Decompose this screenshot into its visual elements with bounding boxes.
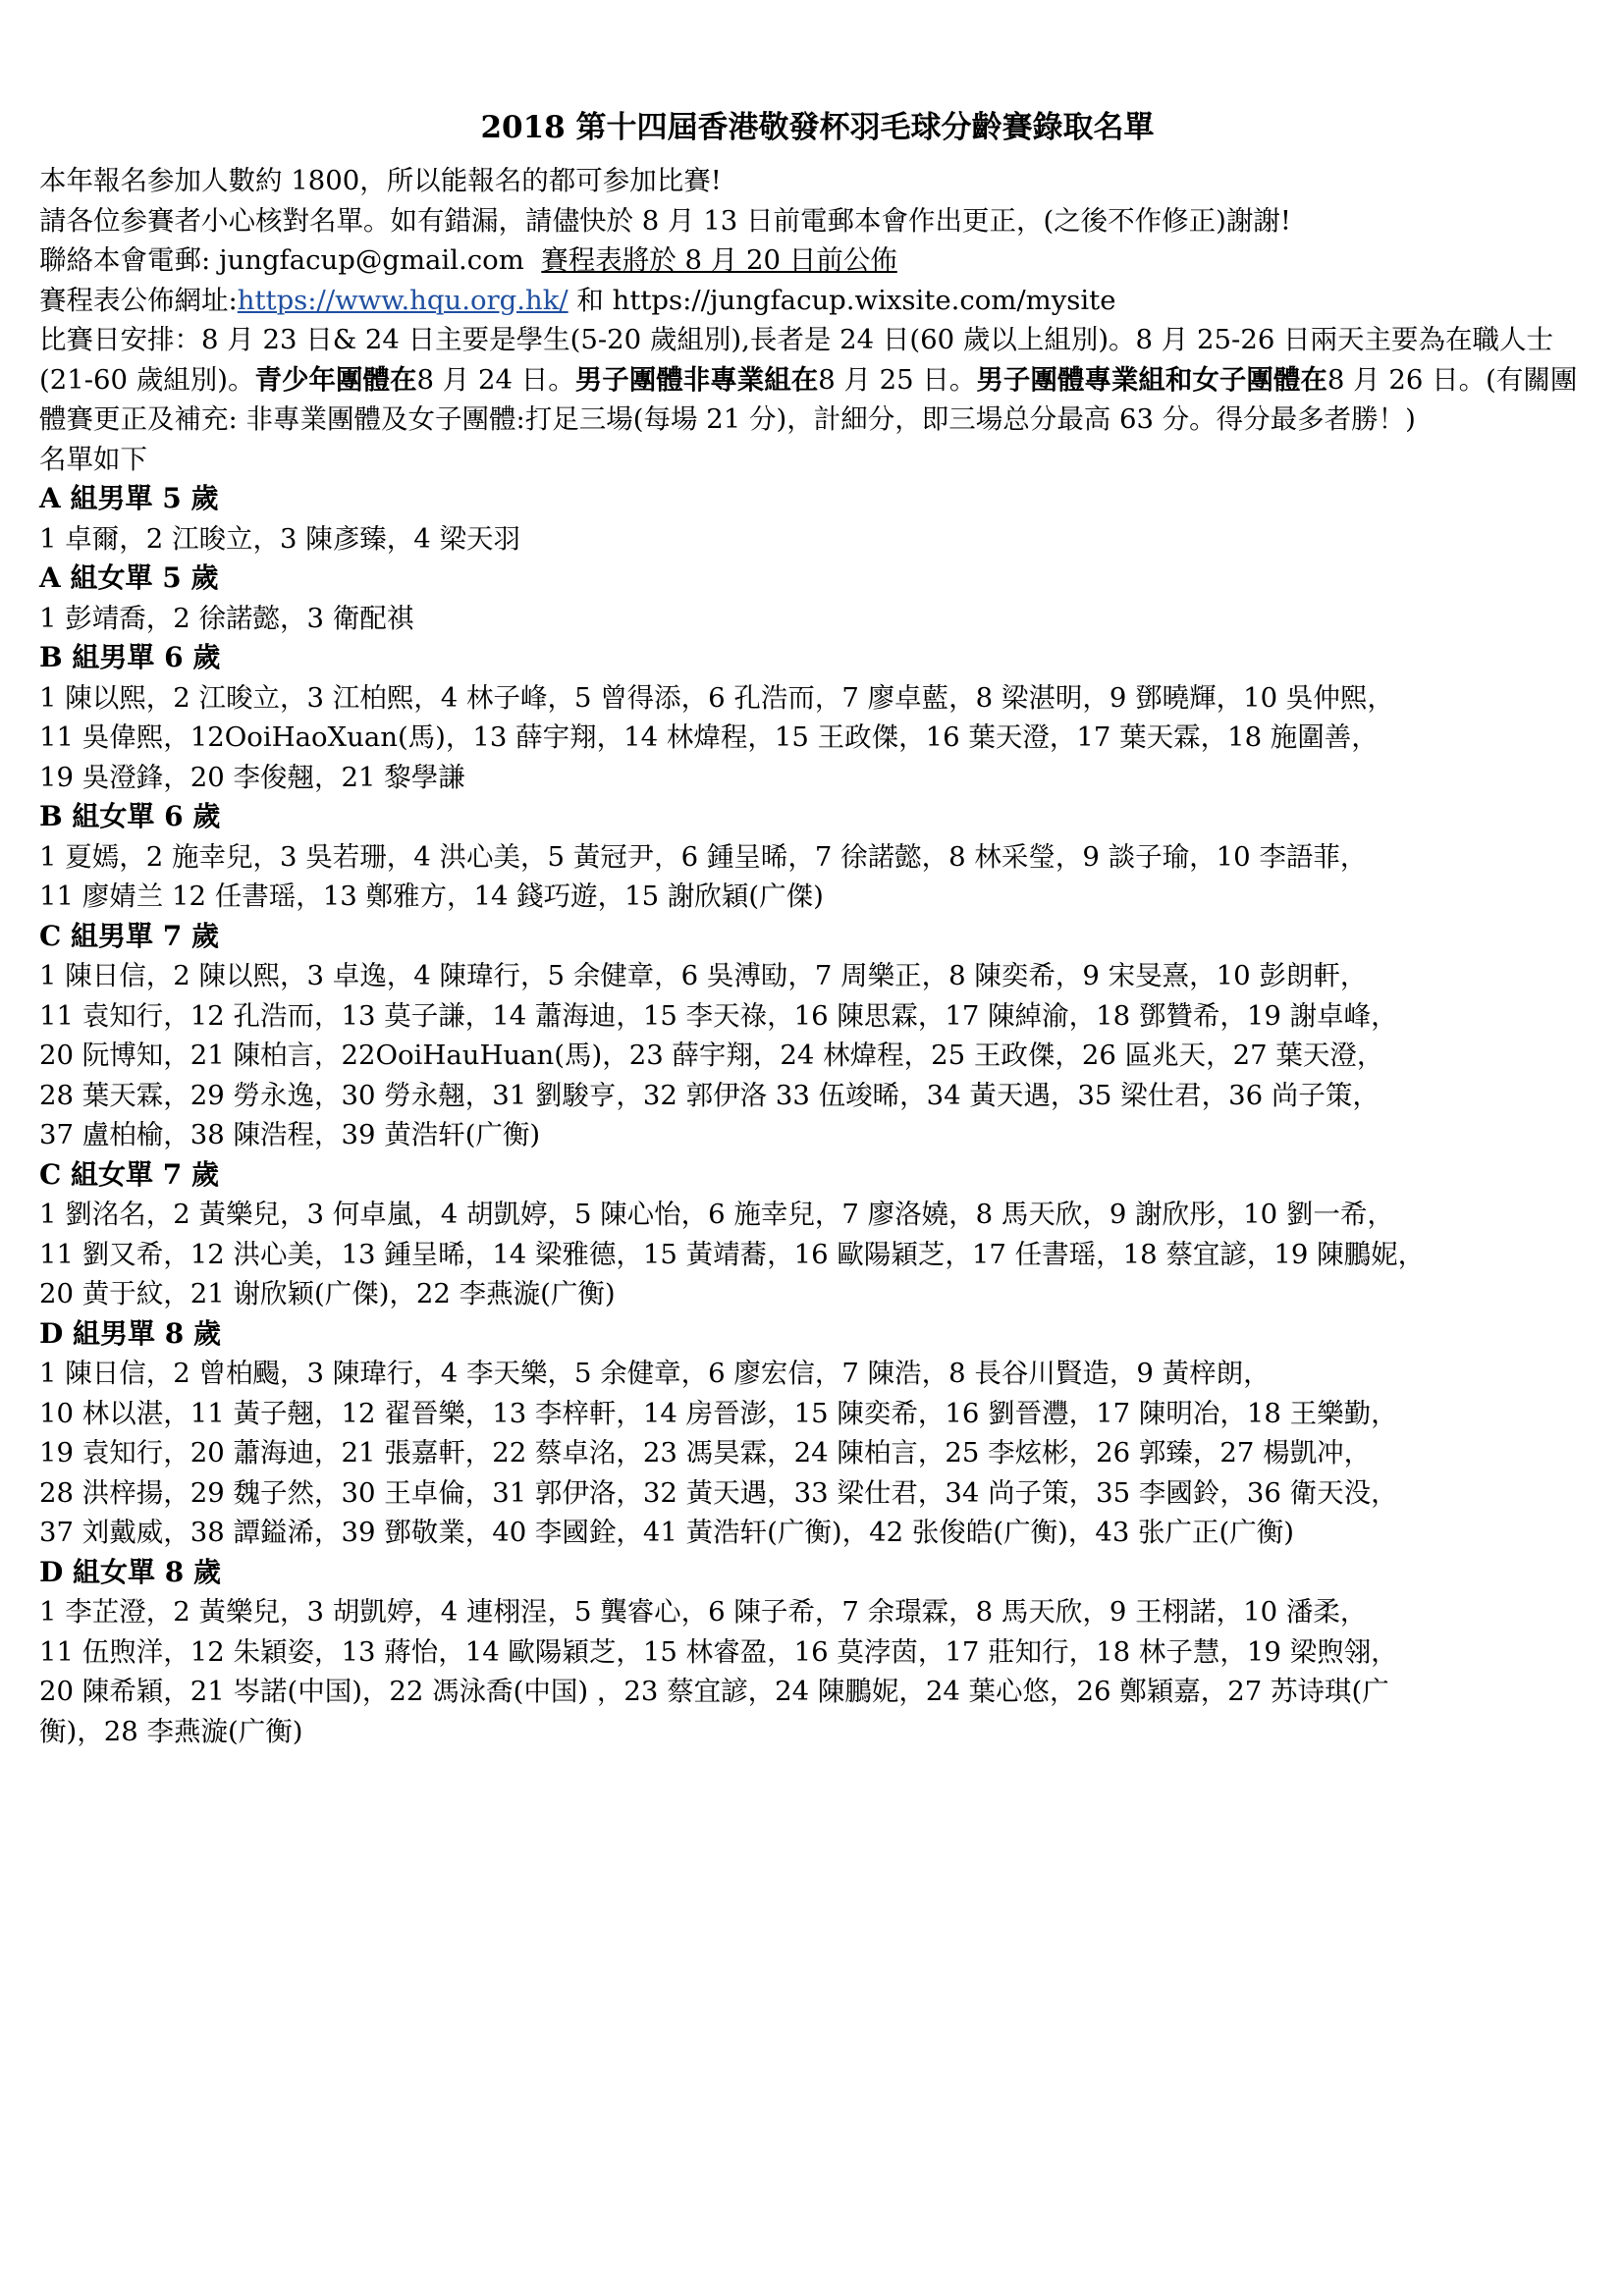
intro-line-websites	[39, 281, 1596, 321]
name-list-line: 37 盧柏榆，38 陳浩程，39 黄浩轩(广衡)	[39, 1119, 541, 1150]
name-list-line: 衡)，28 李燕漩(广衡)	[39, 1715, 303, 1747]
name-list-line: 11 吳偉熙，12OoiHaoXuan(馬)，13 薛宇翔，14 林煒程，15 王政傑，16 葉天澄，17 葉天霖，18 施圍善，	[39, 721, 1379, 753]
name-list-line: 11 劉又希，12 洪心美，13 鍾呈晞，14 梁雅德，15 黃靖蕎，16 歐陽穎芝，17 任書瑶，18 蔡宜諺，19 陳鵬妮，	[39, 1238, 1426, 1270]
section-name-list	[39, 599, 1596, 639]
section-name-list	[39, 1195, 1596, 1314]
section-heading: C 組女單 7 歲	[39, 1157, 220, 1191]
section-heading: A 組男單 5 歲	[39, 482, 219, 514]
intro-line-contact	[39, 240, 1596, 281]
section-heading: D 組女單 8 歲	[39, 1555, 222, 1588]
name-list-line: 11 伍煦洋，12 朱穎姿，13 蔣怡，14 歐陽穎芝，15 林睿盈，16 莫浡茵，17 莊知行，18 林子慧，19 梁煦翎，	[39, 1635, 1398, 1668]
website-second: 和 https://jungfacup.wixsite.com/mysite	[568, 284, 1116, 316]
name-list-line: 1 彭靖喬，2 徐諾懿，3 衛配祺	[39, 602, 414, 634]
name-list-line: 11 袁知行，12 孔浩而，13 莫子謙，14 蕭海迪，15 李天祿，16 陳思霖，17 陳綽渝，18 鄧贊希，19 謝卓峰，	[39, 999, 1398, 1032]
intro-block	[39, 161, 1596, 479]
section-heading: B 組女單 6 歲	[39, 800, 221, 832]
section-heading: B 組男單 6 歲	[39, 641, 221, 673]
name-list-line: 37 刘戴威，38 譚鎰浠，39 鄧敬業，40 李國銓，41 黃浩轩(广衡)，42 张俊皓(广衡)，43 张广正(广衡)	[39, 1517, 1295, 1548]
intro-schedule-paragraph	[39, 320, 1596, 440]
schedule-youth-team: 青少年團體在	[254, 363, 417, 396]
website-label: 賽程表公佈網址:	[39, 284, 238, 316]
intro-line-participants: 本年報名参加人數約 1800，所以能報名的都可参加比賽!	[39, 165, 722, 196]
schedule-men-amateur: 男子團體非專業組在	[574, 363, 819, 396]
name-list-line: 1 陳日信，2 陳以熙，3 卓逸，4 陳瑋行，5 余健章，6 吳溥劻，7 周樂正，8 陳奕希，9 宋旻熹，10 彭朗軒，	[39, 960, 1368, 991]
section-name-list	[39, 956, 1596, 1155]
name-list-line: 19 袁知行，20 蕭海迪，21 張嘉軒，22 蔡卓洺，23 馮昊霖，24 陳柏言，25 李炫彬，26 郭臻，27 楊凱冲，	[39, 1437, 1372, 1468]
schedule-men-pro-women: 男子團體專業組和女子團體在	[976, 363, 1327, 396]
name-list-line: 1 夏嫣，2 施幸兒，3 吳若珊，4 洪心美，5 黃冠尹，6 鍾呈晞，7 徐諾懿，8 林采瑩，9 談子瑜，10 李語菲，	[39, 840, 1368, 873]
section-name-list	[39, 837, 1596, 917]
name-list-line: 1 陳日信，2 曾柏颺，3 陳瑋行，4 李天樂，5 余健章，6 廖宏信，7 陳浩，8 長谷川賢造，9 黃梓朗，	[39, 1358, 1271, 1389]
section-name-list	[39, 1592, 1596, 1751]
name-list-line: 1 李芷澄，2 黃樂兒，3 胡凱婷，4 連栩浧，5 龔睿心，6 陳子希，7 余璟霖，8 馬天欣，9 王栩諾，10 潘柔，	[39, 1596, 1368, 1628]
name-list-line: 11 廖婧兰 12 任書瑶，13 鄭雅方，14 錢巧遊，15 謝欣穎(广傑)	[39, 881, 824, 912]
name-list-line: 20 阮博知，21 陳柏言，22OoiHauHuan(馬)，23 薛宇翔，24 林煒程，25 王政傑，26 區兆天，27 葉天澄，	[39, 1040, 1384, 1071]
name-list-line: 1 陳以熙，2 江晙立，3 江柏熙，4 林子峰，5 曾得添，6 孔浩而，7 廖卓藍，8 梁湛明，9 鄧曉輝，10 吳仲熙，	[39, 681, 1394, 714]
document-page	[39, 106, 1596, 1751]
name-list-line: 19 吳澄鋒，20 李俊翹，21 黎學謙	[39, 761, 465, 793]
section-name-list	[39, 1354, 1596, 1553]
name-list-line: 28 葉天霖，29 勞永逸，30 勞永翹，31 劉駿亨，32 郭伊洛 33 伍竣晞，34 黃天遇，35 梁仕君，36 尚子策，	[39, 1079, 1380, 1111]
contact-email: 聯絡本會電郵: jungfacup@gmail.com	[39, 244, 524, 276]
sections-container	[39, 479, 1596, 1751]
name-list-line: 20 黄于紋，21 谢欣颖(广傑)，22 李燕漩(广衡)	[39, 1278, 616, 1309]
hqu-website-link[interactable]: https://www.hqu.org.hk/	[237, 284, 568, 316]
section-heading: A 組女單 5 歲	[39, 561, 219, 594]
name-list-line: 28 洪梓揚，29 魏子然，30 王卓倫，31 郭伊洛，32 黃天遇，33 梁仕君，34 尚子策，35 李國鈴，36 衛天没，	[39, 1476, 1398, 1509]
section-name-list	[39, 519, 1596, 560]
document-title: 2018 第十四屆香港敬發杯羽毛球分齡賽錄取名單	[480, 110, 1155, 145]
schedule-text-1: 比賽日安排：8 月 23 日& 24 日主要是學生(5-20 歲組別),長者是 24 日(60 歲以上組別)。8 月 25-26 日兩天主要為在職人士(21-60 歲組別)。	[39, 324, 1554, 396]
section-heading: C 組男單 7 歲	[39, 919, 220, 952]
list-intro-label: 名單如下	[39, 443, 147, 475]
schedule-men-amateur-date: 8 月 25 日。	[818, 363, 977, 396]
name-list-line: 1 卓爾，2 江晙立，3 陳彥臻，4 梁天羽	[39, 522, 520, 555]
schedule-youth-date: 8 月 24 日。	[416, 363, 575, 396]
name-list-line: 1 劉洺名，2 黃樂兒，3 何卓嵐，4 胡凱婷，5 陳心怡，6 施幸兒，7 廖洛嬈，8 馬天欣，9 謝欣彤，10 劉一希，	[39, 1199, 1394, 1230]
intro-line-check-list: 請各位参賽者小心核對名單。如有錯漏，請儘快於 8 月 13 日前電郵本會作出更正，(之後不作修正)謝謝!	[39, 204, 1291, 237]
section-heading: D 組男單 8 歲	[39, 1316, 222, 1350]
name-list-line: 20 陳希穎，21 岑諾(中国)，22 馮泳喬(中国) ，23 蔡宜諺，24 陳鵬妮，24 葉心悠，26 鄭穎嘉，27 苏诗琪(广	[39, 1676, 1389, 1707]
schedule-men-pro-women-date: 8 月 26 日。(有關團體賽更正及補充: 非專業團體及女子團體:打足三場(每場 21 分)，計細分，即三場总分最高 63 分。得分最多者勝！)	[39, 363, 1578, 435]
schedule-notice: 賽程表將於 8 月 20 日前公佈	[541, 244, 897, 276]
section-name-list	[39, 678, 1596, 798]
name-list-line: 10 林以湛，11 黃子翹，12 翟晉樂，13 李梓軒，14 房晉澎，15 陳奕希，16 劉晉灃，17 陳明冶，18 王樂勤，	[39, 1397, 1398, 1429]
